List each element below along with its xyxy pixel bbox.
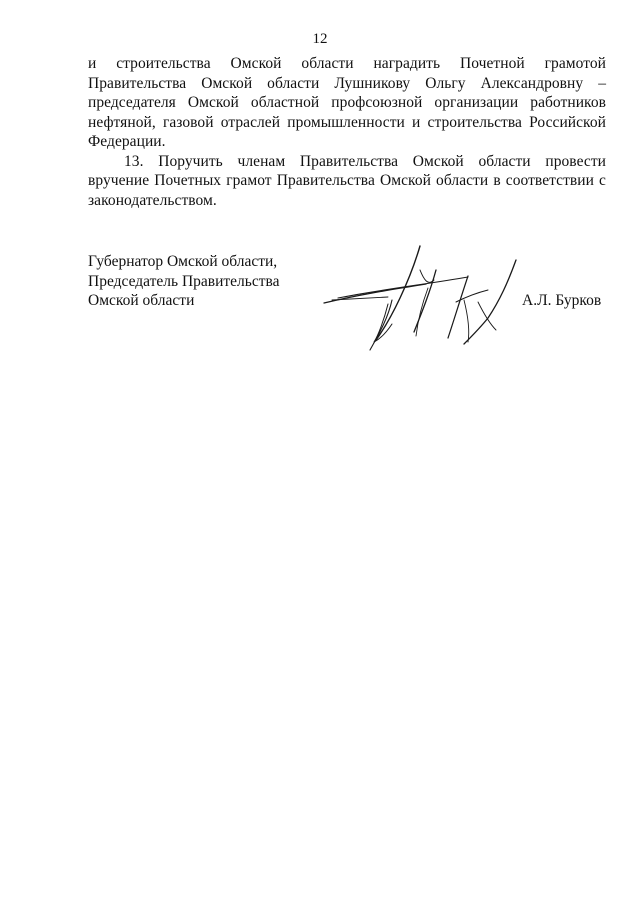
signatory-title [88, 252, 348, 311]
signatory-title-line-2: Председатель Правительства [88, 272, 280, 290]
page-number: 12 [312, 31, 328, 47]
paragraph-item-13: 13. Поручить членам Правительства Омской области провести вручение Почетных грамот Правительства Омской области в соответствии с законодательством. [88, 152, 606, 209]
paragraph-award: и строительства Омской области наградить Почетной грамотой Правительства Омской области Лушникову Ольгу Александровну – председателя Омской областной профсоюзной организации работников нефтяной, газовой отраслей промышленности и строительства Российской Федерации. [88, 55, 606, 150]
handwritten-signature-icon [318, 240, 528, 360]
signatory-title-line-3: Омской области [88, 292, 195, 309]
signatory-title-line-1: Губернатор Омской области, [88, 253, 278, 270]
document-body [88, 54, 606, 210]
signatory-name: А.Л. Бурков [522, 292, 602, 309]
